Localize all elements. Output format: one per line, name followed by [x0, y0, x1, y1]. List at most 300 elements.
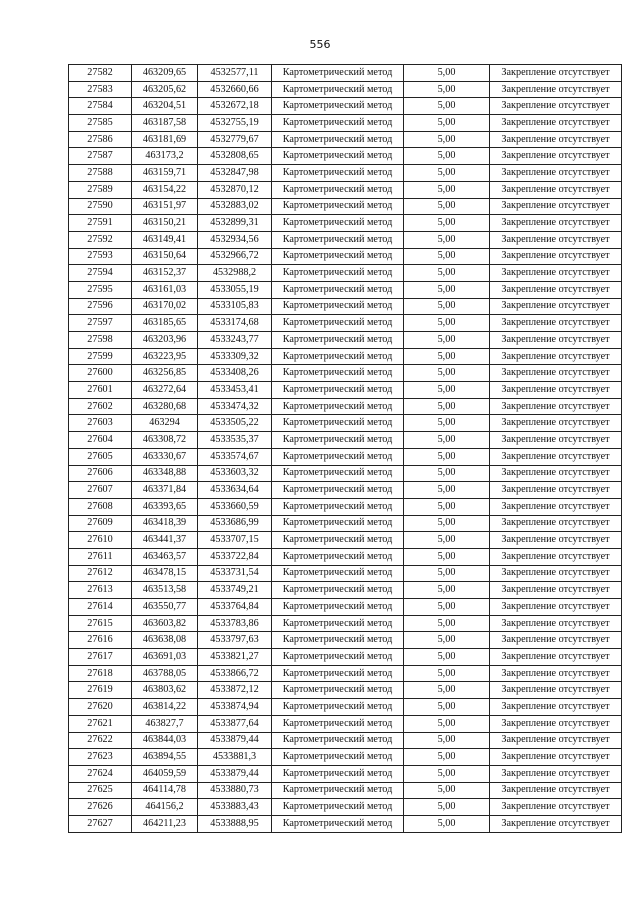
point-number-cell: 27613 — [69, 582, 132, 599]
method-cell: Картометрический метод — [272, 165, 404, 182]
y-coordinate-cell: 4532870,12 — [198, 181, 272, 198]
point-number-cell: 27592 — [69, 231, 132, 248]
point-number-cell: 27612 — [69, 565, 132, 582]
method-cell: Картометрический метод — [272, 382, 404, 399]
y-coordinate-cell: 4533474,32 — [198, 398, 272, 415]
method-cell: Картометрический метод — [272, 181, 404, 198]
fixation-cell: Закрепление отсутствует — [490, 281, 622, 298]
point-number-cell: 27623 — [69, 749, 132, 766]
accuracy-cell: 5,00 — [404, 315, 490, 332]
x-coordinate-cell: 463463,57 — [132, 548, 198, 565]
point-number-cell: 27606 — [69, 465, 132, 482]
method-cell: Картометрический метод — [272, 281, 404, 298]
point-number-cell: 27593 — [69, 248, 132, 265]
point-number-cell: 27602 — [69, 398, 132, 415]
point-number-cell: 27609 — [69, 515, 132, 532]
y-coordinate-cell: 4533731,54 — [198, 565, 272, 582]
table-row — [69, 281, 622, 298]
point-number-cell: 27607 — [69, 482, 132, 499]
fixation-cell: Закрепление отсутствует — [490, 231, 622, 248]
y-coordinate-cell: 4533749,21 — [198, 582, 272, 599]
point-number-cell: 27589 — [69, 181, 132, 198]
y-coordinate-cell: 4533309,32 — [198, 348, 272, 365]
method-cell: Картометрический метод — [272, 582, 404, 599]
method-cell: Картометрический метод — [272, 515, 404, 532]
accuracy-cell: 5,00 — [404, 699, 490, 716]
table-body — [69, 65, 622, 833]
fixation-cell: Закрепление отсутствует — [490, 315, 622, 332]
fixation-cell: Закрепление отсутствует — [490, 382, 622, 399]
fixation-cell: Закрепление отсутствует — [490, 215, 622, 232]
x-coordinate-cell: 463150,21 — [132, 215, 198, 232]
accuracy-cell: 5,00 — [404, 215, 490, 232]
x-coordinate-cell: 463204,51 — [132, 98, 198, 115]
point-number-cell: 27600 — [69, 365, 132, 382]
y-coordinate-cell: 4532988,2 — [198, 265, 272, 282]
point-number-cell: 27587 — [69, 148, 132, 165]
x-coordinate-cell: 463209,65 — [132, 65, 198, 82]
x-coordinate-cell: 463418,39 — [132, 515, 198, 532]
point-number-cell: 27626 — [69, 799, 132, 816]
method-cell: Картометрический метод — [272, 649, 404, 666]
x-coordinate-cell: 463371,84 — [132, 482, 198, 499]
accuracy-cell: 5,00 — [404, 665, 490, 682]
table-row — [69, 382, 622, 399]
y-coordinate-cell: 4533783,86 — [198, 615, 272, 632]
x-coordinate-cell: 463603,82 — [132, 615, 198, 632]
fixation-cell: Закрепление отсутствует — [490, 265, 622, 282]
method-cell: Картометрический метод — [272, 715, 404, 732]
method-cell: Картометрический метод — [272, 348, 404, 365]
method-cell: Картометрический метод — [272, 682, 404, 699]
method-cell: Картометрический метод — [272, 432, 404, 449]
point-number-cell: 27614 — [69, 599, 132, 616]
page-number: 556 — [309, 38, 331, 51]
x-coordinate-cell: 463513,58 — [132, 582, 198, 599]
fixation-cell: Закрепление отсутствует — [490, 65, 622, 82]
table-row — [69, 348, 622, 365]
method-cell: Картометрический метод — [272, 815, 404, 832]
accuracy-cell: 5,00 — [404, 599, 490, 616]
y-coordinate-cell: 4532883,02 — [198, 198, 272, 215]
point-number-cell: 27619 — [69, 682, 132, 699]
table-row — [69, 682, 622, 699]
method-cell: Картометрический метод — [272, 415, 404, 432]
point-number-cell: 27604 — [69, 432, 132, 449]
table-row — [69, 732, 622, 749]
table-row — [69, 815, 622, 832]
point-number-cell: 27597 — [69, 315, 132, 332]
y-coordinate-cell: 4533880,73 — [198, 782, 272, 799]
accuracy-cell: 5,00 — [404, 65, 490, 82]
fixation-cell: Закрепление отсутствует — [490, 81, 622, 98]
fixation-cell: Закрепление отсутствует — [490, 815, 622, 832]
y-coordinate-cell: 4533707,15 — [198, 532, 272, 549]
x-coordinate-cell: 463788,05 — [132, 665, 198, 682]
method-cell: Картометрический метод — [272, 665, 404, 682]
accuracy-cell: 5,00 — [404, 465, 490, 482]
accuracy-cell: 5,00 — [404, 248, 490, 265]
accuracy-cell: 5,00 — [404, 231, 490, 248]
table-row — [69, 298, 622, 315]
method-cell: Картометрический метод — [272, 365, 404, 382]
y-coordinate-cell: 4532966,72 — [198, 248, 272, 265]
point-number-cell: 27610 — [69, 532, 132, 549]
method-cell: Картометрический метод — [272, 131, 404, 148]
table-row — [69, 498, 622, 515]
accuracy-cell: 5,00 — [404, 198, 490, 215]
fixation-cell: Закрепление отсутствует — [490, 348, 622, 365]
x-coordinate-cell: 463170,02 — [132, 298, 198, 315]
point-number-cell: 27616 — [69, 632, 132, 649]
point-number-cell: 27598 — [69, 332, 132, 349]
x-coordinate-cell: 463348,88 — [132, 465, 198, 482]
y-coordinate-cell: 4532672,18 — [198, 98, 272, 115]
fixation-cell: Закрепление отсутствует — [490, 599, 622, 616]
fixation-cell: Закрепление отсутствует — [490, 248, 622, 265]
point-number-cell: 27601 — [69, 382, 132, 399]
accuracy-cell: 5,00 — [404, 632, 490, 649]
table-row — [69, 148, 622, 165]
accuracy-cell: 5,00 — [404, 382, 490, 399]
table-row — [69, 599, 622, 616]
x-coordinate-cell: 463272,64 — [132, 382, 198, 399]
coordinates-table — [68, 64, 622, 833]
accuracy-cell: 5,00 — [404, 548, 490, 565]
accuracy-cell: 5,00 — [404, 498, 490, 515]
fixation-cell: Закрепление отсутствует — [490, 515, 622, 532]
table-row — [69, 515, 622, 532]
fixation-cell: Закрепление отсутствует — [490, 749, 622, 766]
method-cell: Картометрический метод — [272, 298, 404, 315]
accuracy-cell: 5,00 — [404, 715, 490, 732]
table-row — [69, 548, 622, 565]
method-cell: Картометрический метод — [272, 732, 404, 749]
accuracy-cell: 5,00 — [404, 348, 490, 365]
y-coordinate-cell: 4533877,64 — [198, 715, 272, 732]
accuracy-cell: 5,00 — [404, 765, 490, 782]
fixation-cell: Закрепление отсутствует — [490, 715, 622, 732]
table-row — [69, 81, 622, 98]
method-cell: Картометрический метод — [272, 532, 404, 549]
method-cell: Картометрический метод — [272, 482, 404, 499]
method-cell: Картометрический метод — [272, 398, 404, 415]
y-coordinate-cell: 4532899,31 — [198, 215, 272, 232]
fixation-cell: Закрепление отсутствует — [490, 98, 622, 115]
point-number-cell: 27627 — [69, 815, 132, 832]
method-cell: Картометрический метод — [272, 115, 404, 132]
x-coordinate-cell: 463550,77 — [132, 599, 198, 616]
x-coordinate-cell: 464059,59 — [132, 765, 198, 782]
table-row — [69, 98, 622, 115]
table-row — [69, 231, 622, 248]
accuracy-cell: 5,00 — [404, 415, 490, 432]
method-cell: Картометрический метод — [272, 215, 404, 232]
y-coordinate-cell: 4533660,59 — [198, 498, 272, 515]
y-coordinate-cell: 4532779,67 — [198, 131, 272, 148]
point-number-cell: 27582 — [69, 65, 132, 82]
y-coordinate-cell: 4533408,26 — [198, 365, 272, 382]
x-coordinate-cell: 463149,41 — [132, 231, 198, 248]
x-coordinate-cell: 463827,7 — [132, 715, 198, 732]
table-row — [69, 398, 622, 415]
method-cell: Картометрический метод — [272, 699, 404, 716]
fixation-cell: Закрепление отсутствует — [490, 548, 622, 565]
point-number-cell: 27621 — [69, 715, 132, 732]
accuracy-cell: 5,00 — [404, 682, 490, 699]
method-cell: Картометрический метод — [272, 782, 404, 799]
table-row — [69, 715, 622, 732]
accuracy-cell: 5,00 — [404, 582, 490, 599]
point-number-cell: 27590 — [69, 198, 132, 215]
y-coordinate-cell: 4533686,99 — [198, 515, 272, 532]
fixation-cell: Закрепление отсутствует — [490, 482, 622, 499]
method-cell: Картометрический метод — [272, 749, 404, 766]
x-coordinate-cell: 463173,2 — [132, 148, 198, 165]
fixation-cell: Закрепление отсутствует — [490, 198, 622, 215]
accuracy-cell: 5,00 — [404, 148, 490, 165]
fixation-cell: Закрепление отсутствует — [490, 298, 622, 315]
y-coordinate-cell: 4532660,66 — [198, 81, 272, 98]
point-number-cell: 27611 — [69, 548, 132, 565]
fixation-cell: Закрепление отсутствует — [490, 665, 622, 682]
point-number-cell: 27605 — [69, 448, 132, 465]
method-cell: Картометрический метод — [272, 615, 404, 632]
method-cell: Картометрический метод — [272, 315, 404, 332]
y-coordinate-cell: 4533574,67 — [198, 448, 272, 465]
fixation-cell: Закрепление отсутствует — [490, 398, 622, 415]
y-coordinate-cell: 4533879,44 — [198, 765, 272, 782]
x-coordinate-cell: 463691,03 — [132, 649, 198, 666]
accuracy-cell: 5,00 — [404, 482, 490, 499]
method-cell: Картометрический метод — [272, 98, 404, 115]
point-number-cell: 27620 — [69, 699, 132, 716]
table-row — [69, 482, 622, 499]
x-coordinate-cell: 463393,65 — [132, 498, 198, 515]
fixation-cell: Закрепление отсутствует — [490, 332, 622, 349]
x-coordinate-cell: 463150,64 — [132, 248, 198, 265]
y-coordinate-cell: 4533243,77 — [198, 332, 272, 349]
x-coordinate-cell: 463151,97 — [132, 198, 198, 215]
point-number-cell: 27617 — [69, 649, 132, 666]
x-coordinate-cell: 463187,58 — [132, 115, 198, 132]
accuracy-cell: 5,00 — [404, 81, 490, 98]
method-cell: Картометрический метод — [272, 465, 404, 482]
point-number-cell: 27625 — [69, 782, 132, 799]
method-cell: Картометрический метод — [272, 548, 404, 565]
x-coordinate-cell: 464211,23 — [132, 815, 198, 832]
point-number-cell: 27608 — [69, 498, 132, 515]
table-row — [69, 248, 622, 265]
x-coordinate-cell: 463441,37 — [132, 532, 198, 549]
accuracy-cell: 5,00 — [404, 265, 490, 282]
accuracy-cell: 5,00 — [404, 448, 490, 465]
y-coordinate-cell: 4533174,68 — [198, 315, 272, 332]
accuracy-cell: 5,00 — [404, 782, 490, 799]
table-row — [69, 749, 622, 766]
table-row — [69, 649, 622, 666]
accuracy-cell: 5,00 — [404, 515, 490, 532]
y-coordinate-cell: 4533453,41 — [198, 382, 272, 399]
fixation-cell: Закрепление отсутствует — [490, 532, 622, 549]
fixation-cell: Закрепление отсутствует — [490, 565, 622, 582]
fixation-cell: Закрепление отсутствует — [490, 432, 622, 449]
point-number-cell: 27622 — [69, 732, 132, 749]
accuracy-cell: 5,00 — [404, 799, 490, 816]
x-coordinate-cell: 463638,08 — [132, 632, 198, 649]
y-coordinate-cell: 4533535,37 — [198, 432, 272, 449]
accuracy-cell: 5,00 — [404, 115, 490, 132]
accuracy-cell: 5,00 — [404, 365, 490, 382]
accuracy-cell: 5,00 — [404, 649, 490, 666]
x-coordinate-cell: 463308,72 — [132, 432, 198, 449]
x-coordinate-cell: 463161,03 — [132, 281, 198, 298]
table-row — [69, 665, 622, 682]
accuracy-cell: 5,00 — [404, 565, 490, 582]
y-coordinate-cell: 4533634,64 — [198, 482, 272, 499]
x-coordinate-cell: 464156,2 — [132, 799, 198, 816]
point-number-cell: 27583 — [69, 81, 132, 98]
point-number-cell: 27594 — [69, 265, 132, 282]
method-cell: Картометрический метод — [272, 565, 404, 582]
x-coordinate-cell: 463280,68 — [132, 398, 198, 415]
point-number-cell: 27603 — [69, 415, 132, 432]
fixation-cell: Закрепление отсутствует — [490, 498, 622, 515]
x-coordinate-cell: 463803,62 — [132, 682, 198, 699]
fixation-cell: Закрепление отсутствует — [490, 615, 622, 632]
x-coordinate-cell: 463223,95 — [132, 348, 198, 365]
accuracy-cell: 5,00 — [404, 332, 490, 349]
method-cell: Картометрический метод — [272, 765, 404, 782]
fixation-cell: Закрепление отсутствует — [490, 799, 622, 816]
fixation-cell: Закрепление отсутствует — [490, 115, 622, 132]
fixation-cell: Закрепление отсутствует — [490, 782, 622, 799]
accuracy-cell: 5,00 — [404, 181, 490, 198]
fixation-cell: Закрепление отсутствует — [490, 415, 622, 432]
table-row — [69, 565, 622, 582]
accuracy-cell: 5,00 — [404, 398, 490, 415]
y-coordinate-cell: 4533055,19 — [198, 281, 272, 298]
x-coordinate-cell: 463844,03 — [132, 732, 198, 749]
accuracy-cell: 5,00 — [404, 165, 490, 182]
accuracy-cell: 5,00 — [404, 732, 490, 749]
method-cell: Картометрический метод — [272, 231, 404, 248]
table-row — [69, 532, 622, 549]
fixation-cell: Закрепление отсутствует — [490, 181, 622, 198]
method-cell: Картометрический метод — [272, 148, 404, 165]
method-cell: Картометрический метод — [272, 198, 404, 215]
table-row — [69, 582, 622, 599]
y-coordinate-cell: 4533874,94 — [198, 699, 272, 716]
point-number-cell: 27591 — [69, 215, 132, 232]
y-coordinate-cell: 4532808,65 — [198, 148, 272, 165]
accuracy-cell: 5,00 — [404, 298, 490, 315]
point-number-cell: 27586 — [69, 131, 132, 148]
table-row — [69, 165, 622, 182]
method-cell: Картометрический метод — [272, 799, 404, 816]
table-row — [69, 65, 622, 82]
y-coordinate-cell: 4533764,84 — [198, 599, 272, 616]
accuracy-cell: 5,00 — [404, 532, 490, 549]
y-coordinate-cell: 4533505,22 — [198, 415, 272, 432]
y-coordinate-cell: 4533888,95 — [198, 815, 272, 832]
x-coordinate-cell: 463256,85 — [132, 365, 198, 382]
point-number-cell: 27584 — [69, 98, 132, 115]
table-row — [69, 782, 622, 799]
y-coordinate-cell: 4533881,3 — [198, 749, 272, 766]
point-number-cell: 27599 — [69, 348, 132, 365]
method-cell: Картометрический метод — [272, 448, 404, 465]
table-row — [69, 465, 622, 482]
y-coordinate-cell: 4533105,83 — [198, 298, 272, 315]
fixation-cell: Закрепление отсутствует — [490, 365, 622, 382]
point-number-cell: 27596 — [69, 298, 132, 315]
method-cell: Картометрический метод — [272, 599, 404, 616]
fixation-cell: Закрепление отсутствует — [490, 649, 622, 666]
x-coordinate-cell: 463159,71 — [132, 165, 198, 182]
y-coordinate-cell: 4533883,43 — [198, 799, 272, 816]
x-coordinate-cell: 463814,22 — [132, 699, 198, 716]
x-coordinate-cell: 463330,67 — [132, 448, 198, 465]
x-coordinate-cell: 463185,65 — [132, 315, 198, 332]
table-row — [69, 115, 622, 132]
point-number-cell: 27585 — [69, 115, 132, 132]
x-coordinate-cell: 463205,62 — [132, 81, 198, 98]
accuracy-cell: 5,00 — [404, 432, 490, 449]
table-row — [69, 632, 622, 649]
table-row — [69, 365, 622, 382]
point-number-cell: 27615 — [69, 615, 132, 632]
y-coordinate-cell: 4533866,72 — [198, 665, 272, 682]
method-cell: Картометрический метод — [272, 81, 404, 98]
y-coordinate-cell: 4533872,12 — [198, 682, 272, 699]
x-coordinate-cell: 464114,78 — [132, 782, 198, 799]
table-row — [69, 699, 622, 716]
fixation-cell: Закрепление отсутствует — [490, 682, 622, 699]
point-number-cell: 27588 — [69, 165, 132, 182]
table-row — [69, 448, 622, 465]
table-row — [69, 799, 622, 816]
point-number-cell: 27624 — [69, 765, 132, 782]
table-row — [69, 131, 622, 148]
table-row — [69, 432, 622, 449]
fixation-cell: Закрепление отсутствует — [490, 582, 622, 599]
table-row — [69, 332, 622, 349]
x-coordinate-cell: 463154,22 — [132, 181, 198, 198]
y-coordinate-cell: 4533879,44 — [198, 732, 272, 749]
fixation-cell: Закрепление отсутствует — [490, 632, 622, 649]
method-cell: Картометрический метод — [272, 248, 404, 265]
table-row — [69, 765, 622, 782]
fixation-cell: Закрепление отсутствует — [490, 765, 622, 782]
fixation-cell: Закрепление отсутствует — [490, 448, 622, 465]
accuracy-cell: 5,00 — [404, 749, 490, 766]
y-coordinate-cell: 4532577,11 — [198, 65, 272, 82]
x-coordinate-cell: 463894,55 — [132, 749, 198, 766]
fixation-cell: Закрепление отсутствует — [490, 699, 622, 716]
y-coordinate-cell: 4532755,19 — [198, 115, 272, 132]
fixation-cell: Закрепление отсутствует — [490, 465, 622, 482]
x-coordinate-cell: 463152,37 — [132, 265, 198, 282]
fixation-cell: Закрепление отсутствует — [490, 148, 622, 165]
table-row — [69, 415, 622, 432]
accuracy-cell: 5,00 — [404, 815, 490, 832]
y-coordinate-cell: 4533821,27 — [198, 649, 272, 666]
table-row — [69, 265, 622, 282]
method-cell: Картометрический метод — [272, 498, 404, 515]
fixation-cell: Закрепление отсутствует — [490, 165, 622, 182]
x-coordinate-cell: 463181,69 — [132, 131, 198, 148]
